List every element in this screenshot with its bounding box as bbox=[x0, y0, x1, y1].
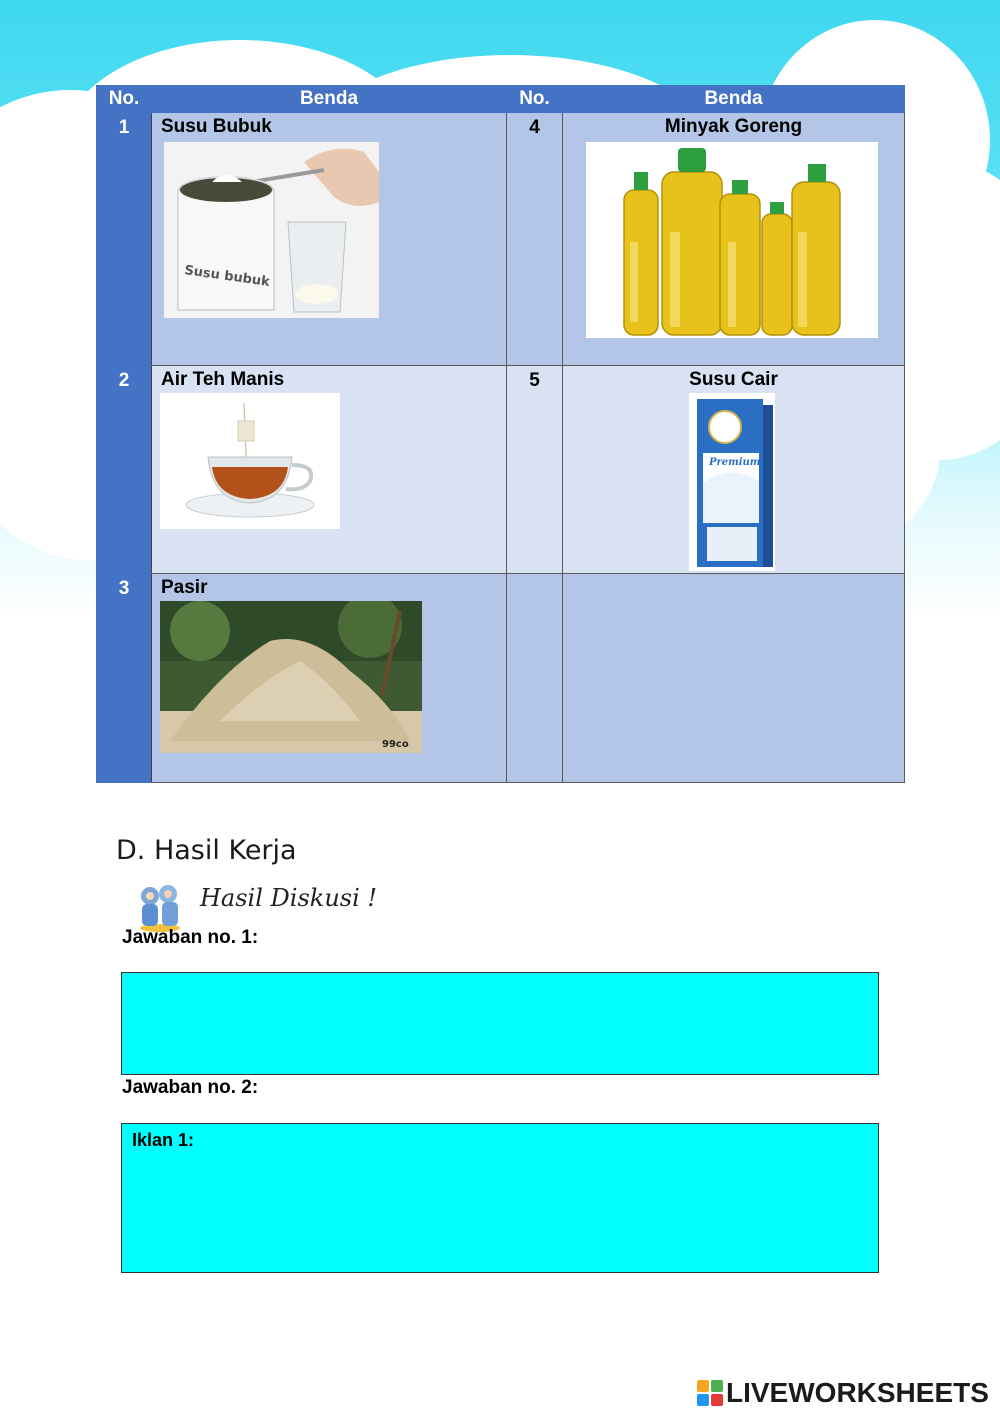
answer2-box-label: Iklan 1: bbox=[132, 1130, 195, 1150]
students-mascot-icon bbox=[134, 880, 186, 932]
object-cell-empty bbox=[563, 574, 905, 783]
cooking-oil-photo bbox=[586, 142, 878, 338]
table-row bbox=[97, 366, 905, 574]
table-row bbox=[97, 574, 905, 783]
can-label: Susu bubuk bbox=[183, 263, 271, 290]
milk-powder-photo bbox=[164, 142, 379, 318]
header-benda-right: Benda bbox=[563, 86, 905, 113]
object-cell bbox=[152, 366, 507, 574]
discussion-label: Hasil Diskusi ! bbox=[200, 884, 378, 912]
object-name: Susu Bubuk bbox=[161, 116, 272, 137]
object-name: Air Teh Manis bbox=[161, 369, 285, 390]
answer2-input[interactable] bbox=[121, 1123, 879, 1273]
section-title: D. Hasil Kerja bbox=[116, 835, 297, 866]
liveworksheets-logo-icon bbox=[697, 1380, 723, 1406]
liveworksheets-wordmark: LIVEWORKSHEETS bbox=[726, 1377, 989, 1408]
object-name: Pasir bbox=[161, 577, 208, 598]
object-cell bbox=[563, 366, 905, 574]
row-number: 4 bbox=[507, 113, 563, 366]
row-number bbox=[507, 574, 563, 783]
header-no-left: No. bbox=[97, 86, 152, 113]
row-number: 3 bbox=[97, 574, 152, 783]
table-row bbox=[97, 113, 905, 366]
liquid-milk-photo bbox=[689, 393, 775, 571]
row-number: 2 bbox=[97, 366, 152, 574]
object-name: Susu Cair bbox=[689, 369, 778, 390]
object-cell bbox=[152, 574, 507, 783]
sweet-tea-photo bbox=[160, 393, 340, 529]
object-cell bbox=[152, 113, 507, 366]
header-no-right: No. bbox=[507, 86, 563, 113]
sand-watermark: 99co bbox=[382, 739, 409, 750]
sand-photo bbox=[160, 601, 422, 753]
answer1-label: Jawaban no. 1: bbox=[122, 927, 259, 948]
milk-box-label: Premium bbox=[709, 457, 761, 468]
answer1-input[interactable] bbox=[121, 972, 879, 1075]
row-number: 1 bbox=[97, 113, 152, 366]
answer2-label: Jawaban no. 2: bbox=[122, 1077, 259, 1098]
object-cell bbox=[563, 113, 905, 366]
liveworksheets-logo[interactable] bbox=[697, 1378, 989, 1408]
header-benda-left: Benda bbox=[152, 86, 507, 113]
row-number: 5 bbox=[507, 366, 563, 574]
objects-table bbox=[96, 85, 905, 783]
object-name: Minyak Goreng bbox=[664, 116, 803, 137]
table-header-row bbox=[97, 86, 905, 113]
